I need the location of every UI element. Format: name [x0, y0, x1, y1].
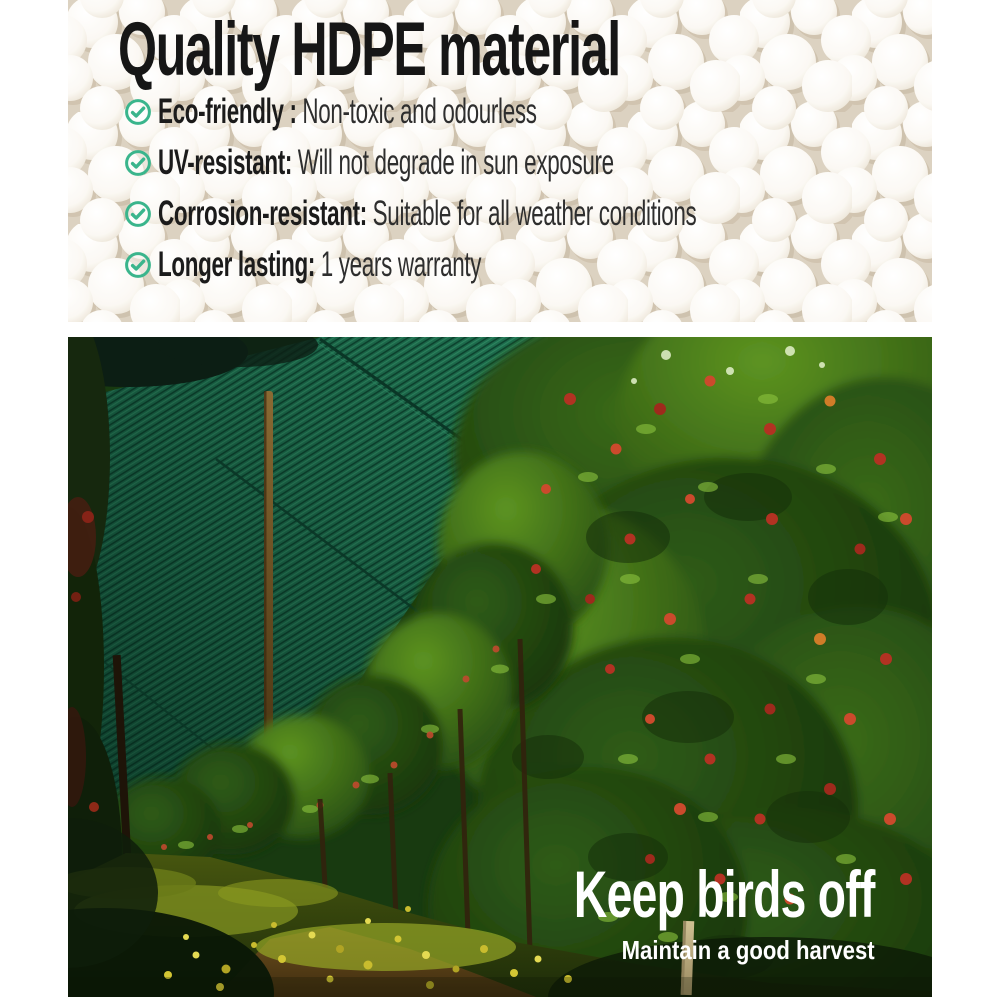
photo-headline: Keep birds off: [574, 857, 875, 931]
feature-item-longer-lasting: [124, 239, 932, 290]
feature-label: Eco-friendly :: [158, 91, 297, 131]
banner-title: Quality HDPE material: [118, 7, 620, 92]
feature-label: UV-resistant:: [158, 142, 293, 182]
feature-text: [158, 245, 481, 285]
feature-value: Suitable for all weather conditions: [372, 193, 697, 233]
orchard-photo: [68, 337, 932, 997]
feature-item-eco-friendly: [124, 86, 932, 137]
feature-value: 1 years warranty: [320, 244, 482, 284]
photo-subheadline: Maintain a good harvest: [622, 935, 875, 965]
feature-list: [124, 86, 932, 290]
feature-item-uv-resistant: [124, 137, 932, 188]
check-circle-icon: [124, 98, 152, 126]
feature-value: Non-toxic and odourless: [302, 91, 537, 131]
feature-text: [158, 143, 614, 183]
material-feature-banner: [68, 0, 932, 322]
feature-item-corrosion-resistant: [124, 188, 932, 239]
feature-text: [158, 194, 696, 234]
check-circle-icon: [124, 149, 152, 177]
check-circle-icon: [124, 200, 152, 228]
feature-label: Corrosion-resistant:: [158, 193, 367, 233]
feature-label: Longer lasting:: [158, 244, 315, 284]
check-circle-icon: [124, 251, 152, 279]
feature-text: [158, 92, 537, 132]
feature-value: Will not degrade in sun exposure: [297, 142, 614, 182]
